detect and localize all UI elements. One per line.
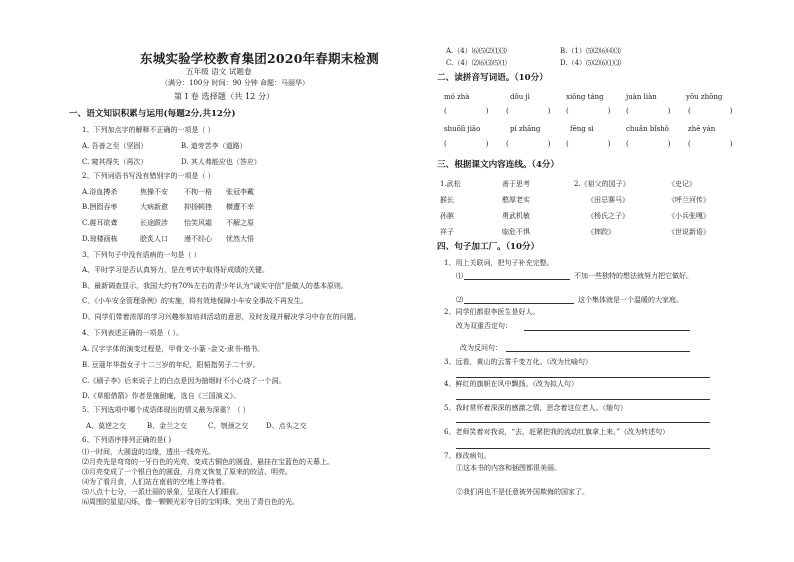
p4-q1-index-1: ⑴ (456, 272, 463, 280)
q2-row-b-4: 横遭不幸 (226, 203, 254, 211)
exam-meta: （满分：100分 时间：90 分钟 命题：马丽华） (161, 79, 309, 87)
q6-line-1: ⑴一时间，大圆盘的边缘，透出一线亮光。 (82, 448, 215, 456)
q6-stem: 6、下列语序排列正确的是( ) (82, 436, 172, 444)
p4-q7-stem: 7、修改病句。 (444, 452, 491, 460)
p4-q1a-text: 不加一些独特的想法就努力把它做好。 (574, 272, 693, 280)
match-char-4: 祥子 (440, 228, 454, 236)
q5-option-a: A、莫逆之交 (86, 422, 127, 430)
match-book-2: 《呼兰河传》 (668, 196, 710, 204)
answer-box-row1-4[interactable]: ( ) (626, 107, 680, 115)
match-trait-4: 临危不惧 (502, 228, 530, 236)
pinyin-8: fēng sì (570, 125, 594, 133)
p4-q7a-text: ①这本书的内容和插图都很美丽。 (456, 464, 561, 472)
pinyin-10: zhē yán (688, 125, 716, 133)
match-char-3: 孙膑 (440, 212, 454, 220)
q2-row-b-2: 大病新愈 (140, 203, 168, 211)
match-text-4: 《摔跤》 (587, 228, 615, 236)
q2-row-c-4: 不解之原 (226, 219, 254, 227)
q1-option-b: B. 道旁苦李（道路） (181, 142, 247, 150)
p4-q1-stem: 1、用上关联词，把句子补充完整。 (444, 259, 554, 267)
match-text-3: 《杨氏之子》 (587, 212, 629, 220)
match-text-1: 2.《祖父的园子》 (574, 180, 630, 188)
match-book-1: 《史记》 (668, 180, 696, 188)
p4-q1-index-2: ⑵ (456, 296, 463, 304)
match-text-2: 《田忌赛马》 (587, 196, 629, 204)
q6-option-b: B.（1）⑸⑵⑹⑷⑶ (560, 47, 621, 55)
pinyin-5: yōu zhōng (686, 93, 723, 101)
match-char-2: 猴长 (440, 196, 454, 204)
q2-row-d-3: 漫不经心 (184, 235, 212, 243)
part1-heading: 一、语文知识积累与运用(每题2分,共12分) (69, 109, 236, 119)
q2-row-c-1: C.震耳欲聋 (82, 219, 118, 227)
answer-box-row2-2[interactable]: ( ) (506, 140, 560, 148)
answer-box-row2-4[interactable]: ( ) (626, 140, 680, 148)
p4-q4-stem: 4、鲜红的旗帜在风中飘扬。（改为拟人句） (444, 380, 578, 388)
q5-option-c: C、刎颈之交 (208, 422, 249, 430)
page-title: 东城实验学校教育集团2020年春期末检测 (140, 51, 379, 66)
q4-option-b: B. 豆蔻年华指女子十二三岁的年纪，阳韬指男子二十岁。 (82, 361, 260, 369)
q2-row-d-1: D.琼楼画栋 (82, 235, 118, 243)
answer-box-row2-1[interactable]: ( ) (444, 140, 498, 148)
match-trait-3: 勇武机敏 (502, 212, 530, 220)
match-book-4: 《世说新语》 (668, 228, 710, 236)
p4-q6-stem: 6、老师笑着对我说，“去，赶紧把我的流动红旗拿上来。”（改为转述句） (444, 428, 670, 436)
q3-option-d: D、同学们带着浓厚的学习兴趣参加培训活动的意思，及时发现并解决学习中存在的问题。 (82, 313, 361, 321)
match-trait-1: 善于思考 (502, 180, 530, 188)
q6-line-2: ⑵月亮先是弯弯的一牙白色的光亮，变成古铜色的圆盘，悬挂在宝蓝色的天幕上。 (82, 458, 334, 466)
part4-heading: 四、句子加工厂。（10分） (437, 242, 540, 252)
q2-row-a-3: 不拘一格 (184, 188, 212, 196)
q6-option-c: C.（4）⑵⑹⑶⑸⑴ (446, 59, 507, 67)
q2-row-a-1: A.浴血搏杀 (82, 188, 118, 196)
p4-q3-blank[interactable] (456, 377, 710, 378)
answer-box-row1-2[interactable]: ( ) (506, 107, 560, 115)
q2-row-a-2: 焦操不安 (140, 188, 168, 196)
answer-box-row1-5[interactable]: ( ) (688, 107, 742, 115)
q6-line-4: ⑷为了看月食，人们站在南前的空地上等待着。 (82, 478, 229, 486)
q3-option-c: C、《小车安全管理条例》的实施，将有效地保障小车安全事故不再发生。 (82, 297, 308, 305)
p4-q5-stem: 5、我时常怀着深深的感激之情，思念着这位老人。（缩句） (444, 404, 627, 412)
p4-q6-blank[interactable] (456, 448, 710, 449)
q6-line-6: ⑹周围的星星闪烁，像一颗颗光彩夺目的宝明珠，突出了青白色的光。 (82, 498, 299, 506)
q3-stem: 3、下列句子中没有语病的一句是（ ） (82, 251, 201, 259)
q1-option-c: C. 窥其得失（再次） (82, 158, 148, 166)
answer-box-row1-3[interactable]: ( ) (566, 107, 620, 115)
answer-box-row2-5[interactable]: ( ) (688, 140, 742, 148)
q6-option-a: A.（4）⑹⑸⑵⑴⑶ (446, 47, 507, 55)
p4-q4-blank[interactable] (456, 399, 710, 400)
q3-option-a: A、平时学习是否认真努力，是在考试中取得好成绩的关键。 (82, 266, 270, 274)
p4-q2a-label: 改为双重否定句： (456, 322, 512, 330)
q1-option-a: A. 吾善之至（坚固） (82, 142, 148, 150)
q5-option-d: D、点头之交 (266, 422, 307, 430)
q6-line-5: ⑸八点十七分，一派壮丽的景象，呈现在人们眼前。 (82, 488, 243, 496)
p4-q3-stem: 3、远看，黄山的云雾千变万化。（改为比喻句） (444, 358, 592, 366)
q2-stem: 2、下列词语书写没有错别字的一项是（ ） (82, 172, 215, 180)
q2-row-a-4: 张冠李戴 (226, 188, 254, 196)
q1-stem: 1、下列加点字的解释不正确的一项是（ ） (82, 126, 215, 134)
p4-q5-blank[interactable] (456, 422, 710, 423)
q2-row-c-2: 长途跋涉 (140, 219, 168, 227)
q3-option-b: B、最新调查显示，我国大约有70%左右的青少年认为“诚实守信”是做人的基本原则。 (82, 282, 348, 290)
pinyin-2: dǒu jì (510, 93, 530, 101)
q5-stem: 5、下列选项中哪个成语体现出的情义最为深重？（ ） (82, 406, 250, 414)
p4-q1b-blank[interactable] (464, 303, 574, 304)
match-trait-2: 憨厚老实 (502, 196, 530, 204)
section-title: 第 Ⅰ 卷 选择题（共 12 分） (174, 91, 275, 101)
pinyin-1: mó zhà (444, 93, 470, 101)
pinyin-9: chuǎn bǐshǒ (626, 125, 669, 133)
p4-q1b-text: 这个集体就是一个温暖的大家庭。 (578, 296, 683, 304)
part2-heading: 二、读拼音写词语。（10分） (437, 73, 548, 83)
match-book-3: 《小兵张嘎》 (668, 212, 710, 220)
q2-row-d-2: 脍炙人口 (140, 235, 168, 243)
answer-box-row1-1[interactable]: ( ) (444, 107, 498, 115)
q2-row-d-4: 忧然大悟 (226, 235, 254, 243)
p4-q2b-blank[interactable] (506, 351, 690, 352)
q4-option-c: C.《刷子李》后来说子上的白点是因为抽烟时不小心烧了一个洞。 (82, 377, 286, 385)
q5-option-b: B、金兰之交 (147, 422, 188, 430)
answer-box-row2-3[interactable]: ( ) (566, 140, 620, 148)
exam-subtitle: 五年级 语文 试题卷 (186, 67, 252, 76)
p4-q7b-text: ②我们再也不是任意被外国欺侮的国家了。 (456, 488, 589, 496)
pinyin-4: juàn liàn (626, 93, 657, 101)
p4-q2b-label: 改为反问句： (460, 344, 502, 352)
part3-heading: 三、根据课文内容连线。（4分） (437, 160, 559, 170)
q4-stem: 4、下列表述正确的一项是（ ）。 (82, 329, 184, 337)
q4-option-a: A. 汉字字体的演变过程是，甲骨文-小篆 -金文-隶书-楷书。 (82, 345, 265, 353)
q2-row-b-3: 抑扬顿挫 (184, 203, 212, 211)
q1-option-d: D. 其人弗能应也（答应） (181, 158, 261, 166)
q2-row-c-3: 怡笑风霜 (184, 219, 212, 227)
pinyin-7: pí zhāng (510, 125, 541, 133)
q2-row-b-1: B.囫囵吞枣 (82, 203, 118, 211)
pinyin-6: shuōlì jiāo (444, 125, 481, 133)
q6-line-3: ⑶月亮变成了一个银白色的圆盘，月亮又恢复了原来的皎洁、明亮。 (82, 468, 292, 476)
q4-option-d: D.《草船借箭》作者是施耐庵，选自《三国演义》。 (82, 392, 241, 400)
p4-q2a-blank[interactable] (524, 330, 690, 331)
p4-q1a-blank[interactable] (464, 279, 570, 280)
q6-option-d: D.（4）⑸⑵⑹⑴⑶ (560, 59, 622, 67)
pinyin-3: xiōng táng (566, 93, 604, 101)
match-char-1: 1.武松 (440, 180, 461, 188)
p4-q2-stem: 2、同学们都很李医生是好人。 (444, 308, 540, 316)
